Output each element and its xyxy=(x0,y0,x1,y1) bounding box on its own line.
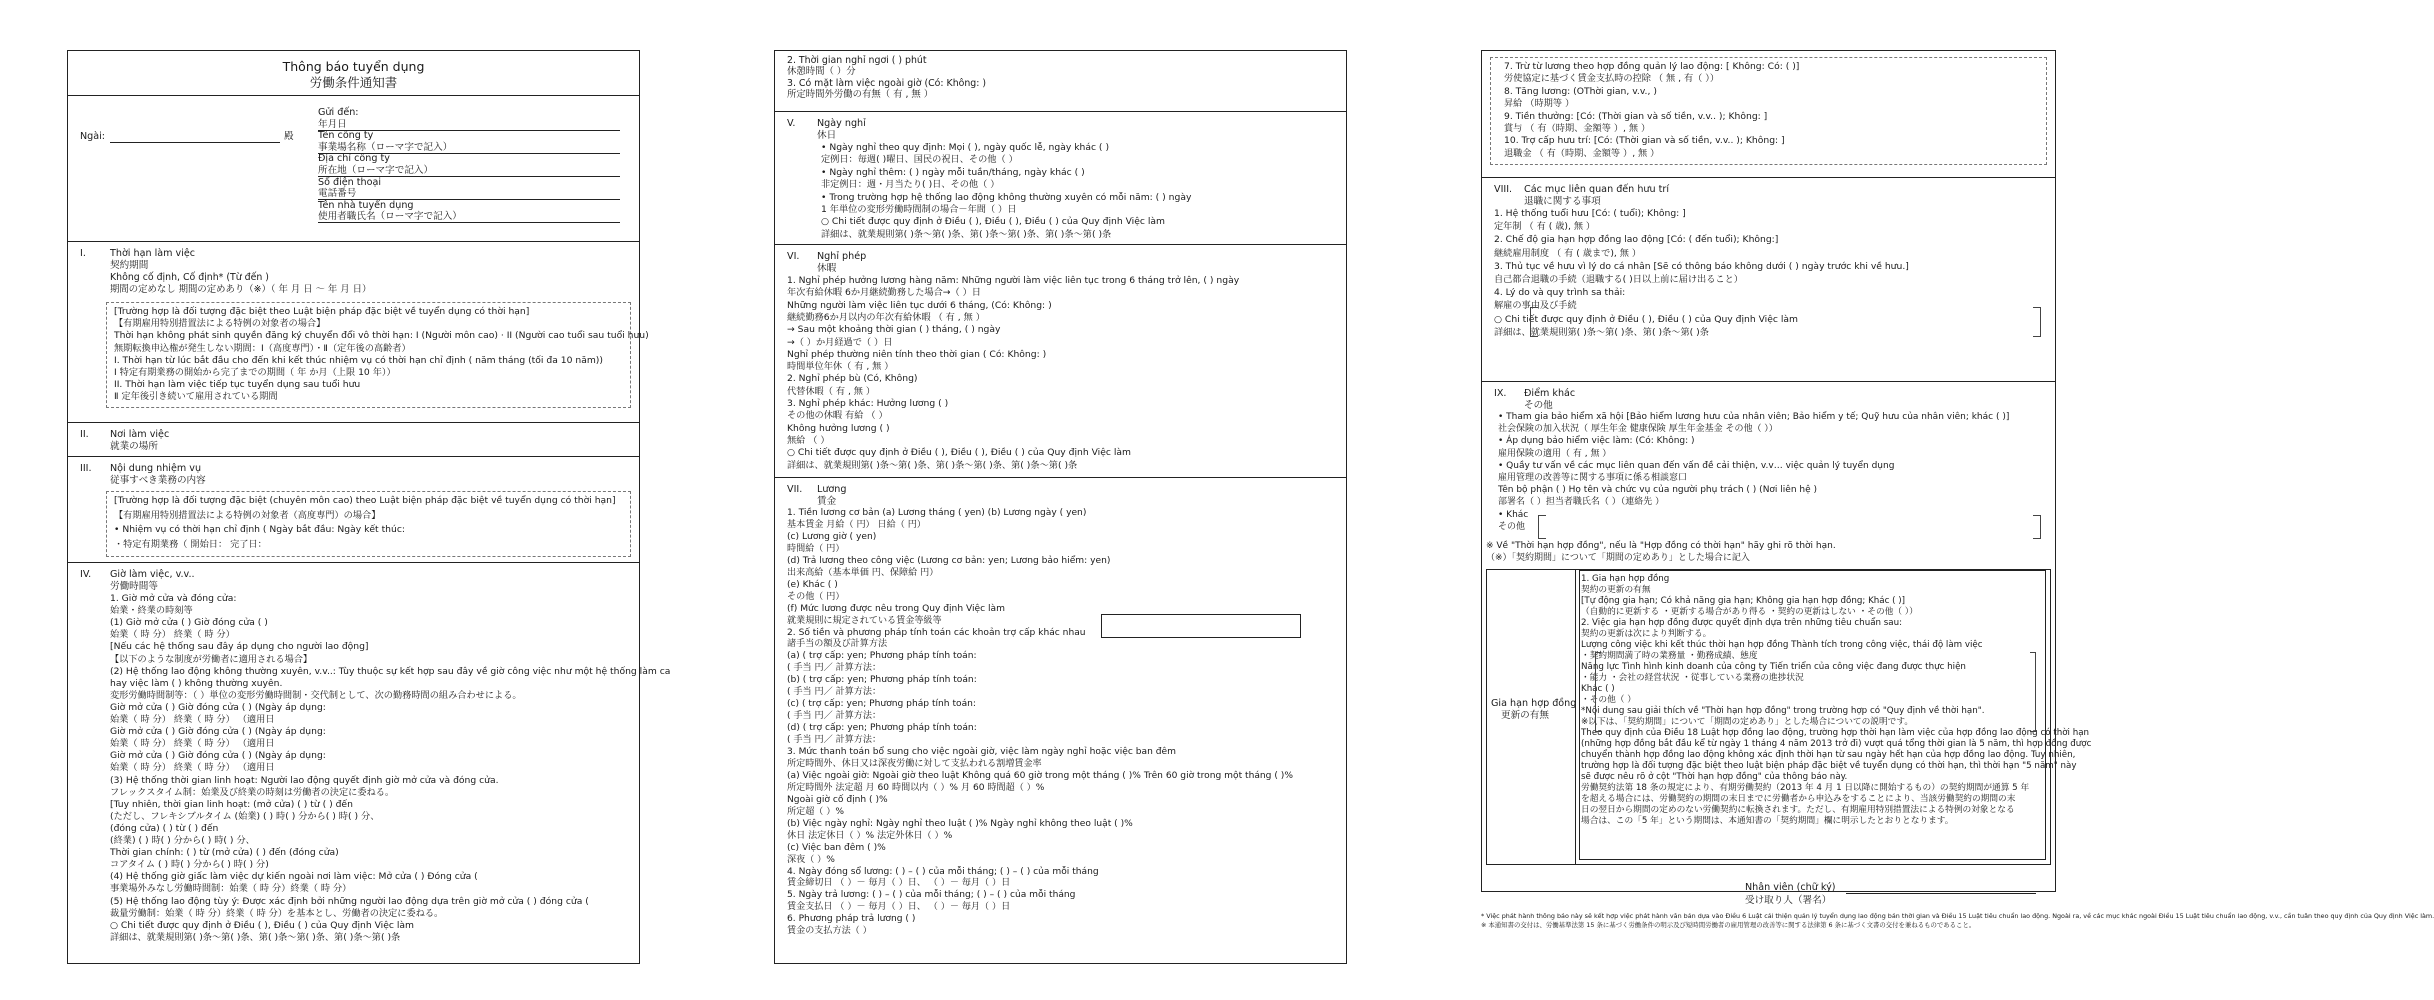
renewal-line: を超える場合には、労働契約の期間の末日までに労働者から申込みをすることにより、当該労働契約の期間の末 xyxy=(1581,794,2016,804)
special-line: I. Thời hạn từ lúc bắt đầu cho đến khi kết thúc nhiệm vụ có thời hạn chỉ định ( năm tháng (tối đa 10 năm)) xyxy=(114,354,603,366)
leave-line: → Sau một khoảng thời gian ( ) tháng, ( ) ngày xyxy=(787,324,1001,336)
deduction-line: 8. Tăng lương: (OThời gian, v.v., ) xyxy=(1504,85,1657,97)
leave-line: ○ Chi tiết được quy định ở Điều ( ), Điều ( ), Điều ( ) của Quy định Việc làm xyxy=(787,447,1131,459)
wage-line: (c) Việc ban đêm ( )% xyxy=(787,842,886,853)
renewal-label-ja: 更新の有無 xyxy=(1501,710,1549,721)
special-line: Ⅰ 特定有期業務の開始から完了までの期間（ 年 か月（上限 10 年）） xyxy=(114,367,396,378)
dismissal-bracket-left xyxy=(1530,307,1538,337)
hours-line: ○ Chi tiết được quy định ở Điều ( ), Điều ( ) của Quy định Việc làm xyxy=(110,919,414,931)
holiday-line: ○ Chi tiết được quy định ở Điều ( ), Điều ( ), Điều ( ) của Quy định Việc làm xyxy=(821,216,1165,228)
holiday-line: • Ngày nghỉ thêm: ( ) ngày mỗi tuần/tháng, ngày khác ( ) xyxy=(821,166,1085,178)
deduction-line: 労使協定に基づく賃金支払時の控除 （ 無 , 有（ ）） xyxy=(1504,73,1720,85)
section-title: Các mục liên quan đến hưu trí xyxy=(1524,184,1669,195)
employer-field-label: Số điện thoại xyxy=(318,176,382,188)
renewal-line: ・契約期間満了時の業務量 ・勤務成績、態度 xyxy=(1581,651,1758,661)
leave-line: 3. Nghỉ phép khác: Hưởng lương ( ) xyxy=(787,398,949,409)
hours-line: 1. Giờ mở cửa và đóng cửa: xyxy=(110,593,237,604)
wage-line: 2. Số tiền và phương pháp tính toán các khoản trợ cấp khác nhau xyxy=(787,627,1086,638)
leave-line: 1. Nghỉ phép hưởng lương hàng năm: Những người làm việc liên tục trong 6 tháng trở lên, ( ) ngày xyxy=(787,275,1240,286)
header-divider xyxy=(68,95,639,96)
section-num: I. xyxy=(80,248,86,259)
retirement-line: 解雇の事由及び手続 xyxy=(1494,300,1577,312)
wage-line: 基本賃金 月給（ 円） 日給（ 円） xyxy=(787,519,926,530)
hours-line: (終業) ( ) 時( ) 分から( ) 時( ) 分、 xyxy=(110,835,255,846)
hours-line: [Tuy nhiên, thời gian linh hoạt: (mở cửa) ( ) từ ( ) đến xyxy=(110,798,353,810)
dismissal-bracket-right xyxy=(2033,307,2041,337)
expert-line: 【有期雇用特別措置法による特例の対象者（高度専門）の場合】 xyxy=(114,509,381,521)
wage-line: (a) ( trợ cấp: yen; Phương pháp tính toán: xyxy=(787,651,977,662)
wage-line: 就業規則に規定されている賃金等級等 xyxy=(787,615,942,626)
hours-line: 変形労働時間制等：（ ）単位の変形労働時間制・交代制として、次の勤務時間の組み合わせによる。 xyxy=(110,689,522,701)
section-title-ja: 就業の場所 xyxy=(110,441,158,452)
employer-field-label: 事業場名称（ローマ字で記入） xyxy=(318,141,453,153)
note-line: ※ Về "Thời hạn hợp đồng", nếu là "Hợp đồng có thời hạn" hãy ghi rõ thời hạn. xyxy=(1486,541,1836,551)
expert-line: • Nhiệm vụ có thời hạn chỉ định ( Ngày bắt đầu: Ngày kết thúc: xyxy=(114,524,405,535)
wage-line: 所定時間外、休日又は深夜労働に対して支払われる割増賃金率 xyxy=(787,758,1042,769)
retirement-line: 定年制 （ 有 ( 歳), 無 ） xyxy=(1494,221,1596,233)
leave-line: Những người làm việc liên tục dưới 6 tháng, (Có: Không: ) xyxy=(787,299,1052,311)
deduction-line: 昇給 （時期等 ） xyxy=(1504,98,1575,110)
other-line: Tên bộ phận ( ) Họ tên và chức vụ của người phụ trách ( ) (Nơi liên hệ ) xyxy=(1498,485,1818,496)
doc-title-ja: 労働条件通知書 xyxy=(309,75,398,90)
note-line: （※）「契約期間」について「期間の定めあり」とした場合に記入 xyxy=(1486,552,1750,563)
contract-line: Không cố định, Cố định* (Từ đến ) xyxy=(110,272,269,283)
renewal-line: 場合は、この「5 年」という期間は、本通知書の「契約期間」欄に明示したとおりとなります。 xyxy=(1581,816,1954,826)
hours-line: (2) Hệ thống lao động không thường xuyên, v.v..: Tùy thuộc sự kết hợp sau đây về giờ công việc như một hệ thống làm ca xyxy=(110,665,671,677)
wage-line: (c) Lương giờ ( yen) xyxy=(787,531,877,542)
section-3 xyxy=(68,456,639,550)
section-title-ja: 退職に関する事項 xyxy=(1524,196,1601,207)
hours-line: 始業（ 時 分） 終業（ 時 分） （適用日 xyxy=(110,738,275,750)
employer-field-label: 使用者職氏名（ローマ字で記入） xyxy=(318,211,462,223)
renewal-line: sẽ được nêu rõ ở cột "Thời hạn hợp đồng" của thông báo này. xyxy=(1581,772,1848,782)
wage-line: 休日 法定休日（ ）% 法定外休日（ ）% xyxy=(787,830,953,841)
footnote-line: * Việc phát hành thông báo này sẽ kết hợp việc phát hành văn bản dựa vào Điều 6 Luật cải thiện quản lý tuyển dụng lao động bán thời gian và Điều 15 Luật tiêu chuẩn lao động. Ngoài ra, về các mục khác ngoài Điều 15 Luật tiêu chuẩn lao động, v.v., cần tuân theo quy định của Quy định Việc làm. xyxy=(1481,912,2434,920)
section-title: Nơi làm việc xyxy=(110,429,170,440)
hours-line: (1) Giờ mở cửa ( ) Giờ đóng cửa ( ) xyxy=(110,617,268,629)
section-title: Lương xyxy=(817,484,847,495)
renewal-line: （自動的に更新する ・更新する場合があり得る ・契約の更新はしない ・その他（ ）） xyxy=(1581,607,1918,617)
renewal-line: ・その他（ ） xyxy=(1581,695,1636,705)
wage-line: 賃金締切日 （ ）－ 毎月（ ）日、 （ ）－ 毎月（ ）日 xyxy=(787,878,1011,889)
retirement-line: 4. Lý do và quy trình sa thải: xyxy=(1494,287,1626,299)
retirement-line: 継続雇用制度 （ 有 ( 歳まで), 無 ） xyxy=(1494,247,1642,259)
section-title-ja: 賃金 xyxy=(817,496,837,507)
hours-line: [Nếu các hệ thống sau đây áp dụng cho người lao động] xyxy=(110,641,369,653)
deduction-line: 7. Trừ từ lương theo hợp đồng quản lý lao động: [ Không: Có: ( )] xyxy=(1504,61,1800,72)
hours-line: 【以下のような制度が労働者に適用される場合】 xyxy=(110,653,313,665)
renewal-line: ・能力 ・会社の経営状況 ・従事している業務の進捗状況 xyxy=(1581,673,1804,683)
employer-field-line[interactable] xyxy=(318,222,620,223)
wage-line: 諸手当の額及び計算方法 xyxy=(787,639,888,650)
hours-line: 始業（ 時 分） 終業（ 時 分） （適用日 xyxy=(110,714,275,725)
section-title: Thời hạn làm việc xyxy=(110,248,196,259)
special-line: Ⅱ 定年後引き続いて雇用されている期間 xyxy=(114,391,278,403)
hours-line: Giờ mở cửa ( ) Giờ đóng cửa ( ) (Ngày áp dụng: xyxy=(110,726,326,738)
wage-line: 3. Mức thanh toán bổ sung cho việc ngoài giờ, việc làm ngày nghỉ hoặc việc ban đêm xyxy=(787,747,1176,757)
wage-line: 4. Ngày đóng sổ lương: ( ) – ( ) của mỗi tháng; ( ) – ( ) của mỗi tháng xyxy=(787,866,1099,877)
renewal-divider xyxy=(1575,570,1576,864)
section-5 xyxy=(775,111,1346,240)
renewal-line: 1. Gia hạn hợp đồng xyxy=(1581,574,1670,584)
signature-label: Nhân viên (chữ ký) xyxy=(1745,882,1836,893)
section-title-ja: 契約期間 xyxy=(110,260,149,271)
page-3 xyxy=(1481,50,2092,892)
other-bracket-right xyxy=(2033,515,2041,539)
criteria-bracket-left xyxy=(1595,652,1601,732)
other-line: 社会保険の加入状況（ 厚生年金 健康保険 厚生年金基金 その他（ ）） xyxy=(1498,424,1778,435)
wage-line: 賃金の支払方法（ ） xyxy=(787,926,872,937)
leave-line: 継続勤務6か月以内の年次有給休暇 （ 有 , 無 ） xyxy=(787,311,985,323)
section-6 xyxy=(775,244,1346,471)
break-line: 2. Thời gian nghỉ ngơi ( ) phút xyxy=(787,55,927,66)
other-line: • Quầy tư vấn về các mục liên quan đến vấn đề cải thiện, v.v… việc quản lý tuyển dụng xyxy=(1498,460,1895,471)
renewal-line: ※以下は、「契約期間」について「期間の定めあり」とした場合についての説明です。 xyxy=(1581,717,1914,727)
hours-line: 事業場外みなし労働時間制：始業（ 時 分）終業（ 時 分） xyxy=(110,883,352,895)
section-9 xyxy=(1482,381,2055,532)
employer-field-label: Tên nhà tuyển dụng xyxy=(318,199,414,211)
criteria-bracket-right xyxy=(2030,652,2036,732)
hours-line: 始業（ 時 分） 終業（ 時 分） xyxy=(110,629,235,641)
leave-line: Không hưởng lương ( ) xyxy=(787,422,890,434)
hours-line: コアタイム ( ) 時( ) 分から( ) 時( ) 分) xyxy=(110,859,269,871)
signature-label-ja: 受け取り人（署名） xyxy=(1745,895,1832,906)
expert-line: [Trường hợp là đối tượng đặc biệt (chuyên môn cao) theo Luật biện pháp đặc biệt về tuyển dụng có thời hạn] xyxy=(114,495,616,506)
leave-line: 代替休暇（ 有 , 無 ） xyxy=(787,385,876,397)
renewal-line: Khác ( ) xyxy=(1581,684,1615,694)
section-num: III. xyxy=(80,463,92,474)
renewal-line: [Tự động gia hạn; Có khả năng gia hạn; Không gia hạn hợp đồng; Khác ( )] xyxy=(1581,596,1906,606)
renewal-line: Lượng công việc khi kết thúc thời hạn hợp đồng Thành tích trong công việc, thái độ làm việc xyxy=(1581,640,1983,650)
retirement-line: 2. Chế độ gia hạn hợp đồng lao động [Có: ( đến tuổi); Không:] xyxy=(1494,234,1779,246)
other-line: 雇用保険の適用（ 有 , 無 ） xyxy=(1498,448,1612,459)
section-title-ja: 労働時間等 xyxy=(110,581,158,592)
wage-line: 所定超（ ）% xyxy=(787,806,845,817)
deduction-line: 退職金 （ 有（時期、金額等 ）, 無 ） xyxy=(1504,147,1660,159)
other-line: 雇用管理の改善等に関する事項に係る相談窓口 xyxy=(1498,473,1688,483)
section-title-ja: その他 xyxy=(1524,400,1553,411)
wage-grade-box[interactable] xyxy=(1101,614,1301,638)
wage-line: (a) Việc ngoài giờ: Ngoài giờ theo luật Không quá 60 giờ trong một tháng ( )% Trên 60 giờ trong một tháng ( )% xyxy=(787,770,1293,781)
wage-line: 賃金支払日 （ ）－ 毎月（ ）日、 （ ）－ 毎月（ ）日 xyxy=(787,902,1011,913)
renewal-label: Gia hạn hợp đồng xyxy=(1491,698,1577,709)
wage-line: (d) Trả lương theo công việc (Lương cơ bản: yen; Lương bảo hiểm: yen) xyxy=(787,555,1111,566)
employer-field-label: 電話番号 xyxy=(318,188,357,200)
other-bracket-left xyxy=(1538,515,1546,539)
section-title: Điểm khác xyxy=(1524,388,1576,399)
hours-line: フレックスタイム制：始業及び終業の時刻は労働者の決定に委ねる。 xyxy=(110,786,395,798)
leave-line: Nghỉ phép thường niên tính theo thời gian ( Có: Không: ) xyxy=(787,348,1047,360)
hours-line: Giờ mở cửa ( ) Giờ đóng cửa ( ) (Ngày áp dụng: xyxy=(110,750,326,762)
special-line: 無期転換申込権が発生しない期間：Ⅰ（高度専門）・Ⅱ（定年後の高齢者） xyxy=(114,342,411,354)
wage-line: 出来高給（基本単価 円、保障給 円） xyxy=(787,567,939,578)
break-line: 3. Có mặt làm việc ngoài giờ (Có: Không: ) xyxy=(787,77,987,89)
section-num: VIII. xyxy=(1494,184,1513,195)
wage-line: ( 手当 円／ 計算方法： xyxy=(787,687,882,698)
holiday-line: 非定例日：週・月当たり( )日、その他（ ） xyxy=(821,179,1000,191)
retirement-line: 3. Thủ tục về hưu vì lý do cá nhân [Sẽ có thông báo không dưới ( ) ngày trước khi về hưu.] xyxy=(1494,260,1909,272)
expert-line: ・特定有期業務（ 開始日： 完了日： xyxy=(114,538,267,550)
break-line: 休憩時間（ ）分 xyxy=(787,66,856,78)
wage-line: ( 手当 円／ 計算方法： xyxy=(787,735,882,746)
addressee-label: Ngài: xyxy=(80,131,106,142)
signature-line[interactable] xyxy=(1846,893,2036,894)
employer-field-label: Gửi đến: xyxy=(318,107,359,118)
break-line: 所定時間外労働の有無（ 有 , 無 ） xyxy=(787,89,934,101)
renewal-line: trường hợp là đối tượng đặc biệt theo luật biện pháp đặc biệt về tuyển dụng có thời hạn, thì thời hạn "5 năm" này xyxy=(1581,761,2077,771)
doc-title-vi: Thông báo tuyển dụng xyxy=(282,59,425,74)
section-num: VI. xyxy=(787,251,800,262)
holiday-line: 詳細は、就業規則第( )条～第( )条、第( )条～第( )条、第( )条～第( )条 xyxy=(821,228,1112,240)
leave-line: 詳細は、就業規則第( )条～第( )条、第( )条～第( )条、第( )条～第( )条 xyxy=(787,459,1078,471)
retirement-line: 1. Hệ thống tuổi hưu [Có: ( tuổi); Không: ] xyxy=(1494,208,1686,219)
other-line: その他 xyxy=(1498,521,1526,532)
special-line: 【有期雇用特別措置法による特例の対象者の場合】 xyxy=(114,318,326,330)
hours-line: (3) Hệ thống thời gian linh hoạt: Người lao động quyết định giờ mở cửa và đóng cửa. xyxy=(110,774,499,786)
section-num: IX. xyxy=(1494,388,1507,399)
wage-line: 時間給（ 円） xyxy=(787,543,845,554)
wage-line: (d) ( trợ cấp: yen; Phương pháp tính toán: xyxy=(787,723,977,734)
renewal-line: Theo quy định của Điều 18 Luật hợp đồng lao động, trường hợp thời hạn làm việc của hợp đồng lao động có thời hạn xyxy=(1581,728,2090,738)
employer-field-label: 年月日 xyxy=(318,118,347,130)
contract-line: 期間の定めなし 期間の定めあり（※）（ 年 月 日 ～ 年 月 日） xyxy=(110,283,372,295)
renewal-table xyxy=(1486,569,2092,865)
leave-line: →（ ）か月経過で（ ）日 xyxy=(787,336,893,348)
footnote-line: ※ 本通知書の交付は、労働基準法第 15 条に基づく労働条件の明示及び短時間労働者の雇用管理の改善等に関する法律第 6 条に基づく文書の交付を兼ねるものであること。 xyxy=(1481,920,1976,929)
wage-line: ( 手当 円／ 計算方法： xyxy=(787,711,882,722)
wage-line: Ngoài giờ cố định ( )% xyxy=(787,794,888,805)
hours-line: hay việc làm ( ) không thường xuyên. xyxy=(110,677,283,689)
employer-field-label: 所在地（ローマ字で記入） xyxy=(318,165,434,176)
hours-line: (4) Hệ thống giờ giấc làm việc dự kiến ngoài nơi làm việc: Mở cửa ( ) Đóng cửa ( xyxy=(110,871,478,883)
section-num: V. xyxy=(787,118,796,129)
renewal-line: *Nội dung sau giải thích về "Thời hạn hợp đồng" trong trường hợp có "Quy định về thời hạn". xyxy=(1581,706,1985,716)
holiday-line: • Trong trường hợp hệ thống lao động không thường xuyên có mỗi năm: ( ) ngày xyxy=(821,191,1192,203)
renewal-line: 契約の更新の有無 xyxy=(1581,585,1651,595)
section-num: VII. xyxy=(787,484,803,495)
hours-line: (ただし、フレキシブルタイム (始業) ( ) 時( ) 分から( ) 時( ) 分、 xyxy=(110,810,380,822)
employer-field-label: Tên công ty xyxy=(318,130,374,142)
wage-line: 1. Tiền lương cơ bản (a) Lương tháng ( yen) (b) Lương ngày ( yen) xyxy=(787,508,1087,518)
hours-line: 始業・終業の時刻等 xyxy=(110,605,193,617)
section-title: Nội dung nhiệm vụ xyxy=(110,463,202,474)
leave-line: その他の休暇 有給 （ ） xyxy=(787,410,888,422)
wage-line: (f) Mức lương được nêu trong Quy định Việc làm xyxy=(787,603,1005,614)
holiday-line: 定例日：毎週( )曜日、国民の祝日、その他（ ） xyxy=(821,154,1018,166)
other-line: • Khác xyxy=(1498,509,1529,520)
page-2 xyxy=(774,50,1347,964)
hours-line: (đóng cửa) ( ) từ ( ) đến xyxy=(110,822,219,834)
wage-line: ( 手当 円／ 計算方法： xyxy=(787,663,882,674)
renewal-line: Năng lực Tình hình kinh doanh của công ty Tiến triển của công việc đang được thực hiện xyxy=(1581,662,1966,672)
wage-line: (b) Việc ngày nghỉ: Ngày nghỉ theo luật ( )% Ngày nghỉ không theo luật ( )% xyxy=(787,818,1133,829)
section-1 xyxy=(68,241,649,403)
other-line: • Tham gia bảo hiểm xã hội [Bảo hiểm lương hưu của nhân viên; Bảo hiểm y tế; Quỹ hưu của nhân viên; khác ( )] xyxy=(1498,412,2010,422)
retirement-line: 詳細は、就業規則第( )条～第( )条、第( )条～第( )条 xyxy=(1494,326,1709,338)
special-line: [Trường hợp là đối tượng đặc biệt theo Luật biện pháp đặc biệt về tuyển dụng có thời hạn] xyxy=(114,306,530,317)
renewal-line: 2. Việc gia hạn hợp đồng được quyết định dựa trên những tiêu chuẩn sau: xyxy=(1581,618,1903,628)
section-title-ja: 休暇 xyxy=(817,263,837,274)
addressee-suffix: 殿 xyxy=(284,131,294,142)
leave-line: 無給 （ ） xyxy=(787,434,830,446)
hours-line: 詳細は、就業規則第( )条～第( )条、第( )条～第( )条、第( )条～第( )条 xyxy=(110,931,401,943)
hours-line: Thời gian chính: ( ) từ (mở cửa) ( ) đến (đóng cửa) xyxy=(110,847,339,859)
section-title: Nghỉ phép xyxy=(817,251,867,262)
retirement-line: ○ Chi tiết được quy định ở Điều ( ), Điều ( ) của Quy định Việc làm xyxy=(1494,313,1798,325)
leave-line: 時間単位年休（ 有 , 無 ） xyxy=(787,361,894,373)
wage-line: その他（ 円） xyxy=(787,591,845,602)
section-num: IV. xyxy=(80,569,92,580)
renewal-line: (những hợp đồng bắt đầu kể từ ngày 1 tháng 4 năm 2013 trở đi) vượt quá tổng thời gian là 5 năm, thì hợp đồng được xyxy=(1581,739,2092,749)
section-num: II. xyxy=(80,429,89,440)
wage-line: (e) Khác ( ) xyxy=(787,579,838,590)
section-8 xyxy=(1482,177,2055,338)
section-title: Ngày nghỉ xyxy=(817,118,866,129)
hours-line: 始業（ 時 分） 終業（ 時 分） （適用日 xyxy=(110,762,275,774)
wage-line: 6. Phương pháp trả lương ( ) xyxy=(787,914,916,925)
leave-line: 年次有給休暇 6か月継続勤務した場合→（ ）日 xyxy=(787,287,981,299)
addressee-line[interactable] xyxy=(110,142,280,143)
deduction-line: 9. Tiền thưởng: [Có: (Thời gian và số tiền, v.v.. ); Không: ] xyxy=(1504,110,1768,122)
special-line: Thời hạn không phát sinh quyền đăng ký chuyển đổi vô thời hạn: I (Người môn cao) · II (Người cao tuổi sau tuổi hưu) xyxy=(114,330,649,342)
other-line: • Áp dụng bảo hiểm việc làm: (Có: Không: ) xyxy=(1498,436,1695,447)
special-line: II. Thời hạn làm việc tiếp tục tuyển dụng sau tuổi hưu xyxy=(114,379,361,391)
wage-line: 所定時間外 法定超 月 60 時間以内（ ）% 月 60 時間超（ ）% xyxy=(787,782,1045,793)
leave-line: 2. Nghỉ phép bù (Có, Không) xyxy=(787,373,918,385)
section-title: Giờ làm việc, v.v.. xyxy=(110,569,195,580)
section-7 xyxy=(775,477,1346,937)
hours-line: 裁量労働制：始業（ 時 分）終業（ 時 分）を基本とし、労働者の決定に委ねる。 xyxy=(110,907,444,919)
holiday-line: 1 年単位の変形労働時間制の場合－年間（ ）日 xyxy=(821,204,1017,215)
section-title-ja: 従事すべき業務の内容 xyxy=(110,475,206,486)
hours-line: Giờ mở cửa ( ) Giờ đóng cửa ( ) (Ngày áp dụng: xyxy=(110,701,326,713)
holiday-line: • Ngày nghỉ theo quy định: Mọi ( ), ngày quốc lễ, ngày khác ( ) xyxy=(821,142,1110,153)
wage-line: 深夜（ ）% xyxy=(787,854,835,865)
wage-line: (c) ( trợ cấp: yen; Phương pháp tính toán: xyxy=(787,699,976,710)
section-2 xyxy=(68,422,639,452)
renewal-line: 契約の更新は次により判断する。 xyxy=(1581,629,1712,639)
hours-line: (5) Hệ thống lao động tùy ý: Được xác định bởi những người lao động dựa trên giờ mở cửa ( ) đóng cửa ( xyxy=(110,895,589,907)
renewal-line: chuyển thành hợp đồng lao động không xác định thời hạn từ sau ngày hết hạn của hợp đồng lao động. Tuy nhiên, xyxy=(1581,750,2076,760)
renewal-line: 労働契約法第 18 条の規定により、有期労働契約（2013 年 4 月 1 日以降に開始するもの）の契約期間が通算 5 年 xyxy=(1581,783,2030,793)
employer-field-label: Địa chỉ công ty xyxy=(318,153,390,165)
retirement-line: 自己都合退職の手続（退職する( )日以上前に届け出ること） xyxy=(1494,274,1743,285)
wage-line: (b) ( trợ cấp: yen; Phương pháp tính toán: xyxy=(787,675,977,686)
section-title-ja: 休日 xyxy=(817,130,837,141)
deduction-line: 10. Trợ cấp hưu trí: [Có: (Thời gian và số tiền, v.v.. ); Không: ] xyxy=(1504,135,1785,147)
wage-line: 5. Ngày trả lương: ( ) – ( ) của mỗi tháng; ( ) – ( ) của mỗi tháng xyxy=(787,890,1076,901)
renewal-line: 日の翌日から期間の定めのない労働契約に転換されます。ただし、有期雇用特別措置法による特例の対象となる xyxy=(1581,805,2015,815)
deduction-line: 賞与 （ 有（時期、金額等 ）, 無 ） xyxy=(1504,123,1651,134)
page-1 xyxy=(67,50,671,964)
section-4 xyxy=(68,562,671,943)
other-line: 部署名（ ）担当者職氏名（ ）（連絡先 ） xyxy=(1498,497,1665,508)
